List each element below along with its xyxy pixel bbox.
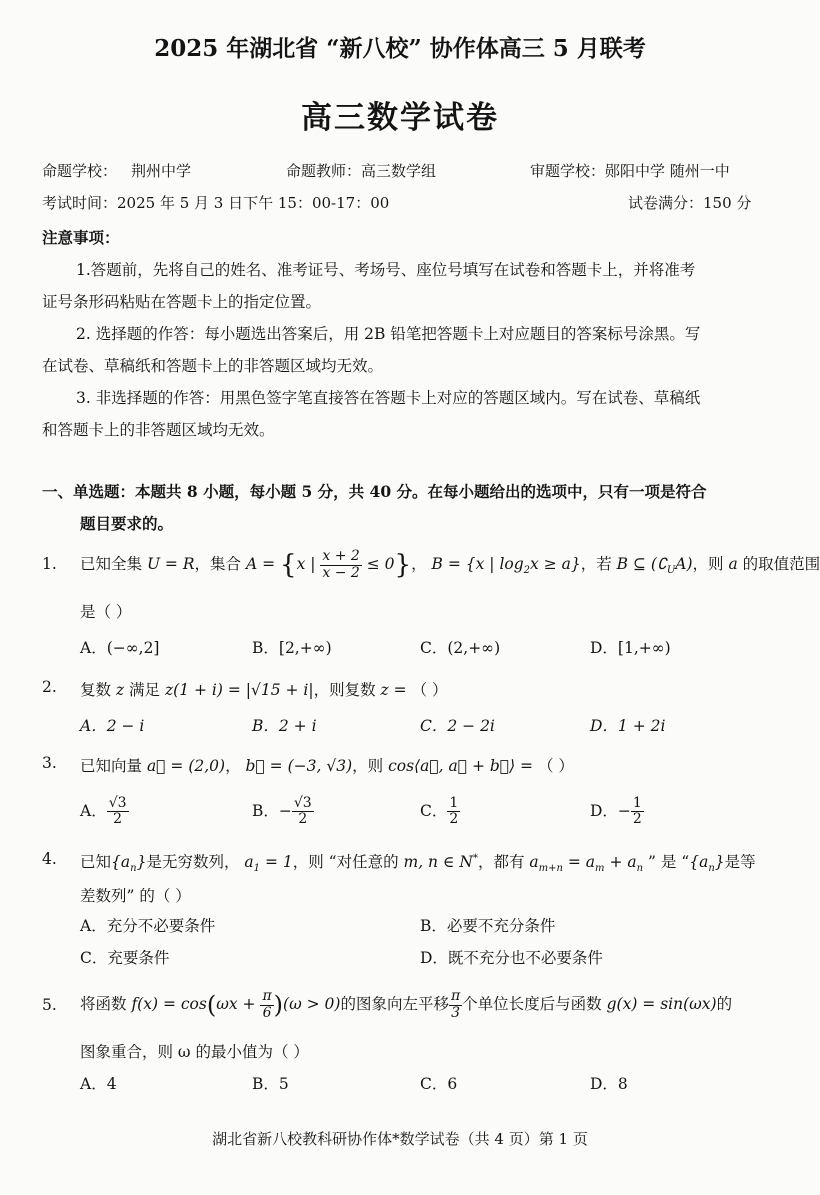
question-4-option-b: B．必要不充分条件 (420, 917, 556, 935)
question-2-option-a: A．2 − i (80, 717, 145, 735)
notice-item-2-cont: 在试卷、草稿纸和答题卡上的非答题区域均无效。 (42, 357, 384, 375)
setter-teacher: 命题教师：高三数学组 (286, 162, 437, 180)
section-heading: 一、单选题：本题共 8 小题，每小题 5 分，共 40 分。在每小题给出的选项中，只有一项是符合 (42, 482, 707, 501)
notice-heading: 注意事项： (42, 228, 120, 247)
question-1-stem: 已知全集 U = R，集合 A = {x | $\frac{x + 2}{x - 2}$ ≤ 0}， B = {x | $\log_2x \ge a$}，若 B ⊆ $(∁_UA)$，则 a 的取值范围 (80, 548, 820, 581)
question-1-stem-cont: 是（ ） (80, 603, 132, 621)
question-1-option-b: B．[2,+∞) (252, 639, 332, 657)
question-3-option-c: C． $\frac{1}{2}$ (420, 795, 459, 828)
exam-time: 考试时间：2025 年 5 月 3 日下午 15：00-17：00 (42, 194, 390, 212)
review-school: 审题学校：郧阳中学 随州一中 (530, 162, 730, 180)
question-3-stem: 已知向量 a⃗ = (2,0)， b⃗ = (−3, √3)，则 cos⟨a⃗, a⃗ + b⃗⟩ = （ ） (80, 757, 574, 775)
question-5-option-a: A．4 (80, 1075, 117, 1093)
exam-title: 2025 年湖北省 “新八校” 协作体高三 5 月联考 (154, 35, 646, 62)
question-1-option-d: D．[1,+∞) (590, 639, 671, 657)
question-3-option-a: A． $\frac{√3}{2}$ (80, 795, 127, 828)
page-footer: 湖北省新八校教科研协作体*数学试卷（共 4 页）第 1 页 (212, 1130, 588, 1148)
question-4-option-d: D．既不充分也不必要条件 (420, 949, 603, 967)
question-2-option-d: D．1 + 2i (590, 717, 666, 735)
question-1-number: 1. (42, 555, 57, 573)
question-4-stem-cont: 差数列” 的（ ） (80, 887, 191, 905)
question-2-option-b: B．2 + i (252, 717, 317, 735)
question-2-stem: 复数 z 满足 z(1 + i) = |√15 + i|，则复数 z = （ ） (80, 681, 448, 699)
question-5-option-c: C．6 (420, 1075, 458, 1093)
question-1-option-c: C．(2,+∞) (420, 639, 501, 657)
question-2-number: 2. (42, 678, 57, 696)
question-3-option-b: B．− $\frac{√3}{2}$ (252, 795, 312, 828)
question-2-option-c: C．2 − 2i (420, 717, 495, 735)
full-score: 试卷满分：150 分 (628, 194, 752, 212)
notice-item-2: 2. 选择题的作答：每小题选出答案后，用 2B 铅笔把答题卡上对应题目的答案标号涂黑。写 (76, 325, 701, 343)
notice-item-1-cont: 证号条形码粘贴在答题卡上的指定位置。 (42, 293, 322, 311)
question-4-option-c: C．充要条件 (80, 949, 170, 967)
question-3-number: 3. (42, 754, 57, 772)
setter-school: 命题学校： 荆州中学 (42, 162, 192, 180)
question-3-option-d: D．− $\frac{1}{2}$ (590, 795, 642, 828)
section-heading-cont: 题目要求的。 (80, 514, 174, 533)
exam-subtitle: 高三数学试卷 (301, 100, 499, 136)
question-5-stem: 将函数 f(x) = cos(ωx + $\frac{\pi}{6}$ )(ω > 0)的图象向左平移 $\frac{\pi}{3}$ 个单位长度后与函数 g(x) = sin(ωx)的 (80, 988, 733, 1021)
notice-item-3-cont: 和答题卡上的非答题区域均无效。 (42, 421, 275, 439)
notice-item-1: 1.答题前，先将自己的姓名、准考证号、考场号、座位号填写在试卷和答题卡上，并将准考 (76, 261, 696, 279)
question-5-option-b: B．5 (252, 1075, 289, 1093)
question-4-option-a: A．充分不必要条件 (80, 917, 216, 935)
question-5-number: 5. (42, 996, 57, 1014)
notice-item-3: 3. 非选择题的作答：用黑色签字笔直接答在答题卡上对应的答题区域内。写在试卷、草稿纸 (76, 389, 701, 407)
question-5-stem-cont: 图象重合，则 ω 的最小值为（ ） (80, 1043, 309, 1061)
question-4-stem: 已知$\{a_n\}$是无穷数列， $a_1 = 1$，则 “对任意的 m, n ∈ N*，都有 $a_{m+n} = a_m + a_n$ ” 是 “$\{a_n\}$是等 (80, 852, 756, 875)
question-4-number: 4. (42, 850, 57, 868)
question-5-option-d: D．8 (590, 1075, 628, 1093)
question-1-option-a: A．(−∞,2] (80, 639, 160, 657)
